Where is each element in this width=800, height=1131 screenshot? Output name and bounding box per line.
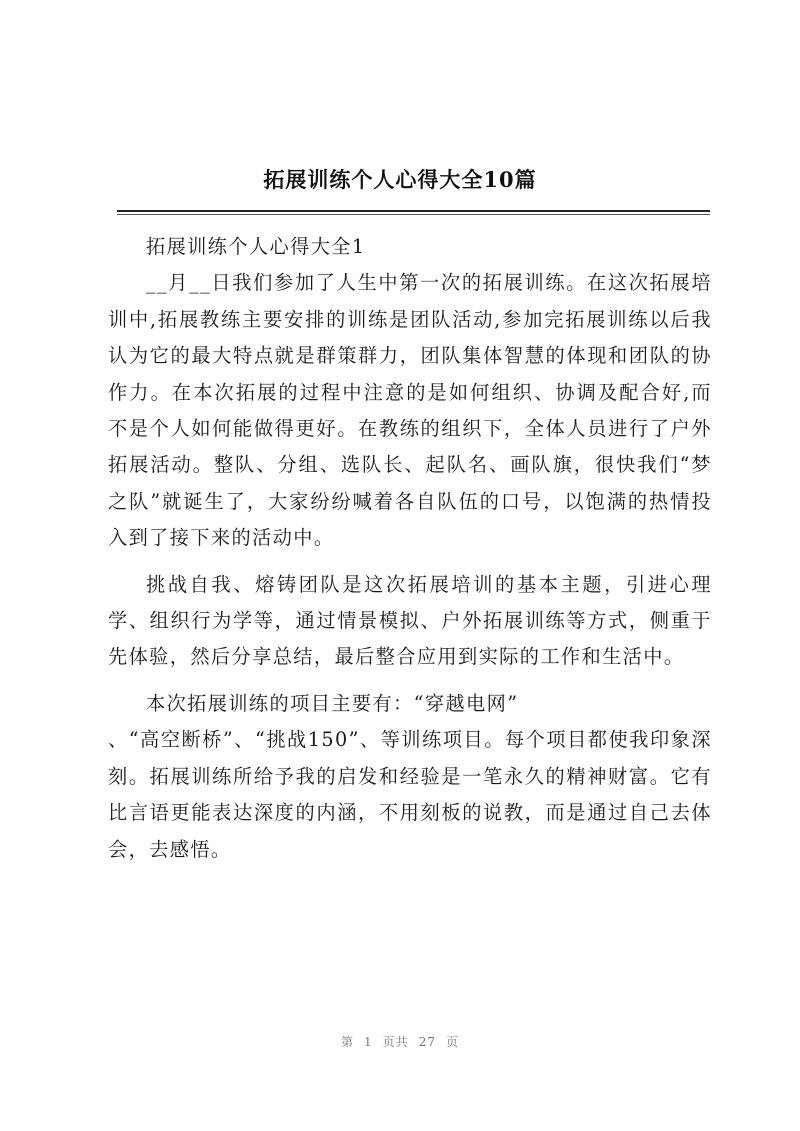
footer-suffix: 页 (445, 1035, 459, 1049)
section-heading: 拓展训练个人心得大全1 (146, 235, 366, 258)
page-footer (0, 1033, 800, 1050)
paragraph-1: __月__日我们参加了人生中第一次的拓展训练。在这次拓展培训中,拓展教练主要安排的训练是团队活动,参加完拓展训练以后我认为它的最大特点就是群策群力，团队集体智慧的体现和团队的协作力。在本次拓展的过程中注意的是如何组织、协调及配合好,而不是个人如何能做得更好。在教练的组织下，全体人员进行了户外拓展活动。整队、分组、选队长、起队名、画队旗，很快我们“梦之队”就诞生了，大家纷纷喊着各自队伍的口号，以饱满的热情投入到了接下来的活动中。 (108, 271, 712, 550)
footer-prefix: 第 (341, 1035, 355, 1049)
document-title: 拓展训练个人心得大全10篇 (263, 167, 537, 192)
footer-middle: 页共 (382, 1035, 409, 1049)
paragraph-4: 、“高空断桥”、“挑战150”、等训练项目。每个项目都使我印象深刻。拓展训练所给予我的启发和经验是一笔永久的精神财富。它有比言语更能表达深度的内涵，不用刻板的说教，而是通过自己去体会，去感悟。 (108, 728, 712, 861)
title-rule-thin (117, 214, 710, 215)
footer-page-number: 1 (364, 1035, 373, 1049)
paragraph-2: 挑战自我、熔铸团队是这次拓展培训的基本主题，引进心理学、组织行为学等，通过情景模拟、户外拓展训练等方式，侧重于先体验，然后分享总结，最后整合应用到实际的工作和生活中。 (108, 572, 712, 669)
title-rule-thick (117, 210, 710, 212)
document-body (108, 229, 712, 868)
footer-total-pages: 27 (418, 1035, 436, 1049)
paragraph-3: 本次拓展训练的项目主要有：“穿越电网” (146, 691, 519, 715)
